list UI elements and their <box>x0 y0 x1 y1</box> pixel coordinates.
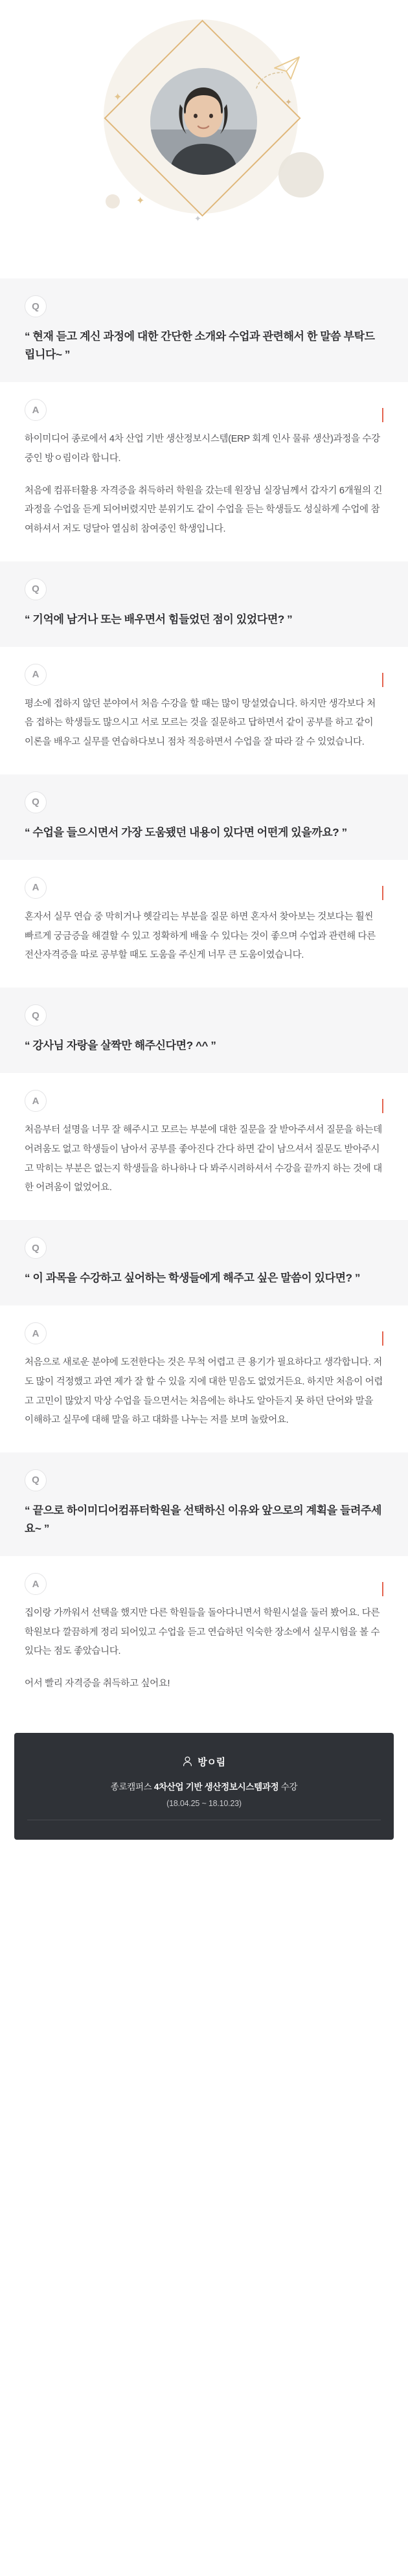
answer-paragraph: 하이미디어 종로에서 4차 산업 기반 생산정보시스템(ERP 회계 인사 물류 생산)과정을 수강중인 방ㅇ림이라 합니다. <box>25 434 380 464</box>
footer-course <box>27 1780 381 1795</box>
avatar <box>150 68 257 175</box>
answer-block <box>0 1556 408 1716</box>
sparkle-icon: ✦ <box>113 92 122 103</box>
footer-course-prefix: 종로캠퍼스 <box>110 1781 154 1792</box>
answer-paragraph: 집이랑 가까워서 선택을 했지만 다른 학원들을 돌아다니면서 학원시설을 둘러 봤어요. 다른 학원보다 깔끔하게 정리 되어있고 수업을 듣고 연습하던 익숙한 장소에서 실무시험을 볼 수 있다는 점도 좋았습니다. <box>25 1608 380 1657</box>
question-text: “ 수업을 들으시면서 가장 도움됐던 내용이 있다면 어떤게 있을까요? ” <box>25 826 347 839</box>
user-icon <box>183 1756 192 1767</box>
hero-section <box>0 0 408 278</box>
answer-paragraph: 처음부터 설명을 너무 잘 해주시고 모르는 부분에 대한 질문을 잘 받아주셔서 질문을 하는데 어려움도 없고 학생들이 남아서 공부를 좋아진다 간다 하면 같이 남으셔서 질문도 받아주시고 막히는 부분은 없는지 학생들을 하나하나 다 봐주시려하셔서 수강을 끝까지 하는 것에 대한 어려움이 없었어요. <box>25 1125 382 1193</box>
answer-badge: A <box>25 1322 47 1344</box>
answer-badge: A <box>25 1573 47 1595</box>
question-badge: Q <box>25 1469 47 1491</box>
accent-rule <box>382 673 383 687</box>
decorative-circle-small <box>278 152 324 198</box>
answer-paragraph: 처음으로 새로운 분야에 도전한다는 것은 무척 어렵고 큰 용기가 필요하다고 생각합니다. 저도 많이 걱정했고 과연 제가 잘 할 수 있을 지에 대한 믿음도 없었거든요. 하지만 처음이 어렵고 고민이 많았지 막상 수업을 들으면서는 처음에는 하나도 알아듣지 못 하던 단어와 말을 이해하고 실무에 대해 말을 하고 대화를 나누는 저를 보며 놀랐어요. <box>25 1357 383 1426</box>
question-text: “ 끝으로 하이미디어컴퓨터학원을 선택하신 이유와 앞으로의 계획을 들려주세요~ ” <box>25 1504 382 1535</box>
answer-block <box>0 382 408 561</box>
answer-badge: A <box>25 664 47 686</box>
qa-list <box>0 278 408 1720</box>
question-text: “ 이 과목을 수강하고 싶어하는 학생들에게 해주고 싶은 말씀이 있다면? ” <box>25 1272 361 1285</box>
accent-rule <box>382 886 383 900</box>
answer-block <box>0 860 408 988</box>
question-block <box>0 774 408 860</box>
footer-course-suffix: 수강 <box>278 1781 298 1792</box>
accent-rule <box>382 1582 383 1596</box>
footer-person <box>27 1755 381 1768</box>
question-text: “ 강사님 자랑을 살짝만 해주신다면? ^^ ” <box>25 1039 216 1052</box>
answer-paragraph: 처음에 컴퓨터활용 자격증을 취득하러 학원을 갔는데 원장님 실장님께서 갑자기 6개월의 긴 과정을 수업을 듣게 되어버렸지만 분위기도 같이 수업을 듣는 학생들도 성실하게 수업에 참여하셔서 저도 덩달아 열심히 참여중인 학생입니다. <box>25 485 383 534</box>
question-badge: Q <box>25 295 47 317</box>
answer-badge: A <box>25 877 47 899</box>
answer-paragraph: 혼자서 실무 연습 중 막히거나 헷갈리는 부분을 질문 하면 혼자서 찾아보는 것보다는 훨씬 빠르게 궁금증을 해결할 수 있고 정확하게 배울 수 있다는 것이 좋으며 수업과 관련해 다른 전산자격증을 따로 공부할 때도 도움을 주신게 너무 큰 도움이였습니다. <box>25 911 376 961</box>
answer-block <box>0 647 408 774</box>
question-text: “ 기억에 남거나 또는 배우면서 힘들었던 점이 있었다면? ” <box>25 613 293 626</box>
answer-paragraph: 평소에 접하지 않던 분야여서 처음 수강을 할 때는 많이 망설였습니다. 하지만 생각보다 처음 접하는 학생들도 많으시고 서로 모르는 것을 질문하고 답하면서 같이 공부를 하고 같이 이론을 배우고 실무를 연습하다보니 점차 적응하면서 수업을 잘 따라 갈 수 있었습니다. <box>25 698 376 748</box>
footer-course-highlight: 4차산업 기반 생산정보시스템과정 <box>153 1781 279 1792</box>
accent-rule <box>382 1099 383 1113</box>
answer-paragraph: 어서 빨리 자격증을 취득하고 싶어요! <box>25 1678 170 1689</box>
question-badge: Q <box>25 1237 47 1259</box>
footer-card <box>14 1733 394 1840</box>
question-block <box>0 278 408 382</box>
sparkle-icon: ✦ <box>136 196 145 207</box>
answer-badge: A <box>25 399 47 421</box>
answer-block <box>0 1073 408 1220</box>
question-block <box>0 561 408 647</box>
footer-period: (18.04.25 ~ 18.10.23) <box>166 1798 242 1808</box>
accent-rule <box>382 408 383 422</box>
question-badge: Q <box>25 1004 47 1026</box>
question-badge: Q <box>25 791 47 813</box>
question-block <box>0 988 408 1073</box>
sparkle-icon: ✦ <box>194 214 201 223</box>
question-block <box>0 1220 408 1305</box>
answer-badge: A <box>25 1090 47 1112</box>
question-block <box>0 1452 408 1556</box>
footer-person-name: 방ㅇ림 <box>198 1756 225 1768</box>
paper-plane-icon <box>272 55 302 81</box>
question-badge: Q <box>25 578 47 600</box>
accent-rule <box>382 1331 383 1346</box>
question-text: “ 현재 듣고 계신 과정에 대한 간단한 소개와 수업과 관련해서 한 말씀 부탁드립니다~ ” <box>25 330 375 361</box>
decorative-dot <box>106 194 120 209</box>
sparkle-icon: ✦ <box>285 97 292 107</box>
answer-block <box>0 1305 408 1452</box>
